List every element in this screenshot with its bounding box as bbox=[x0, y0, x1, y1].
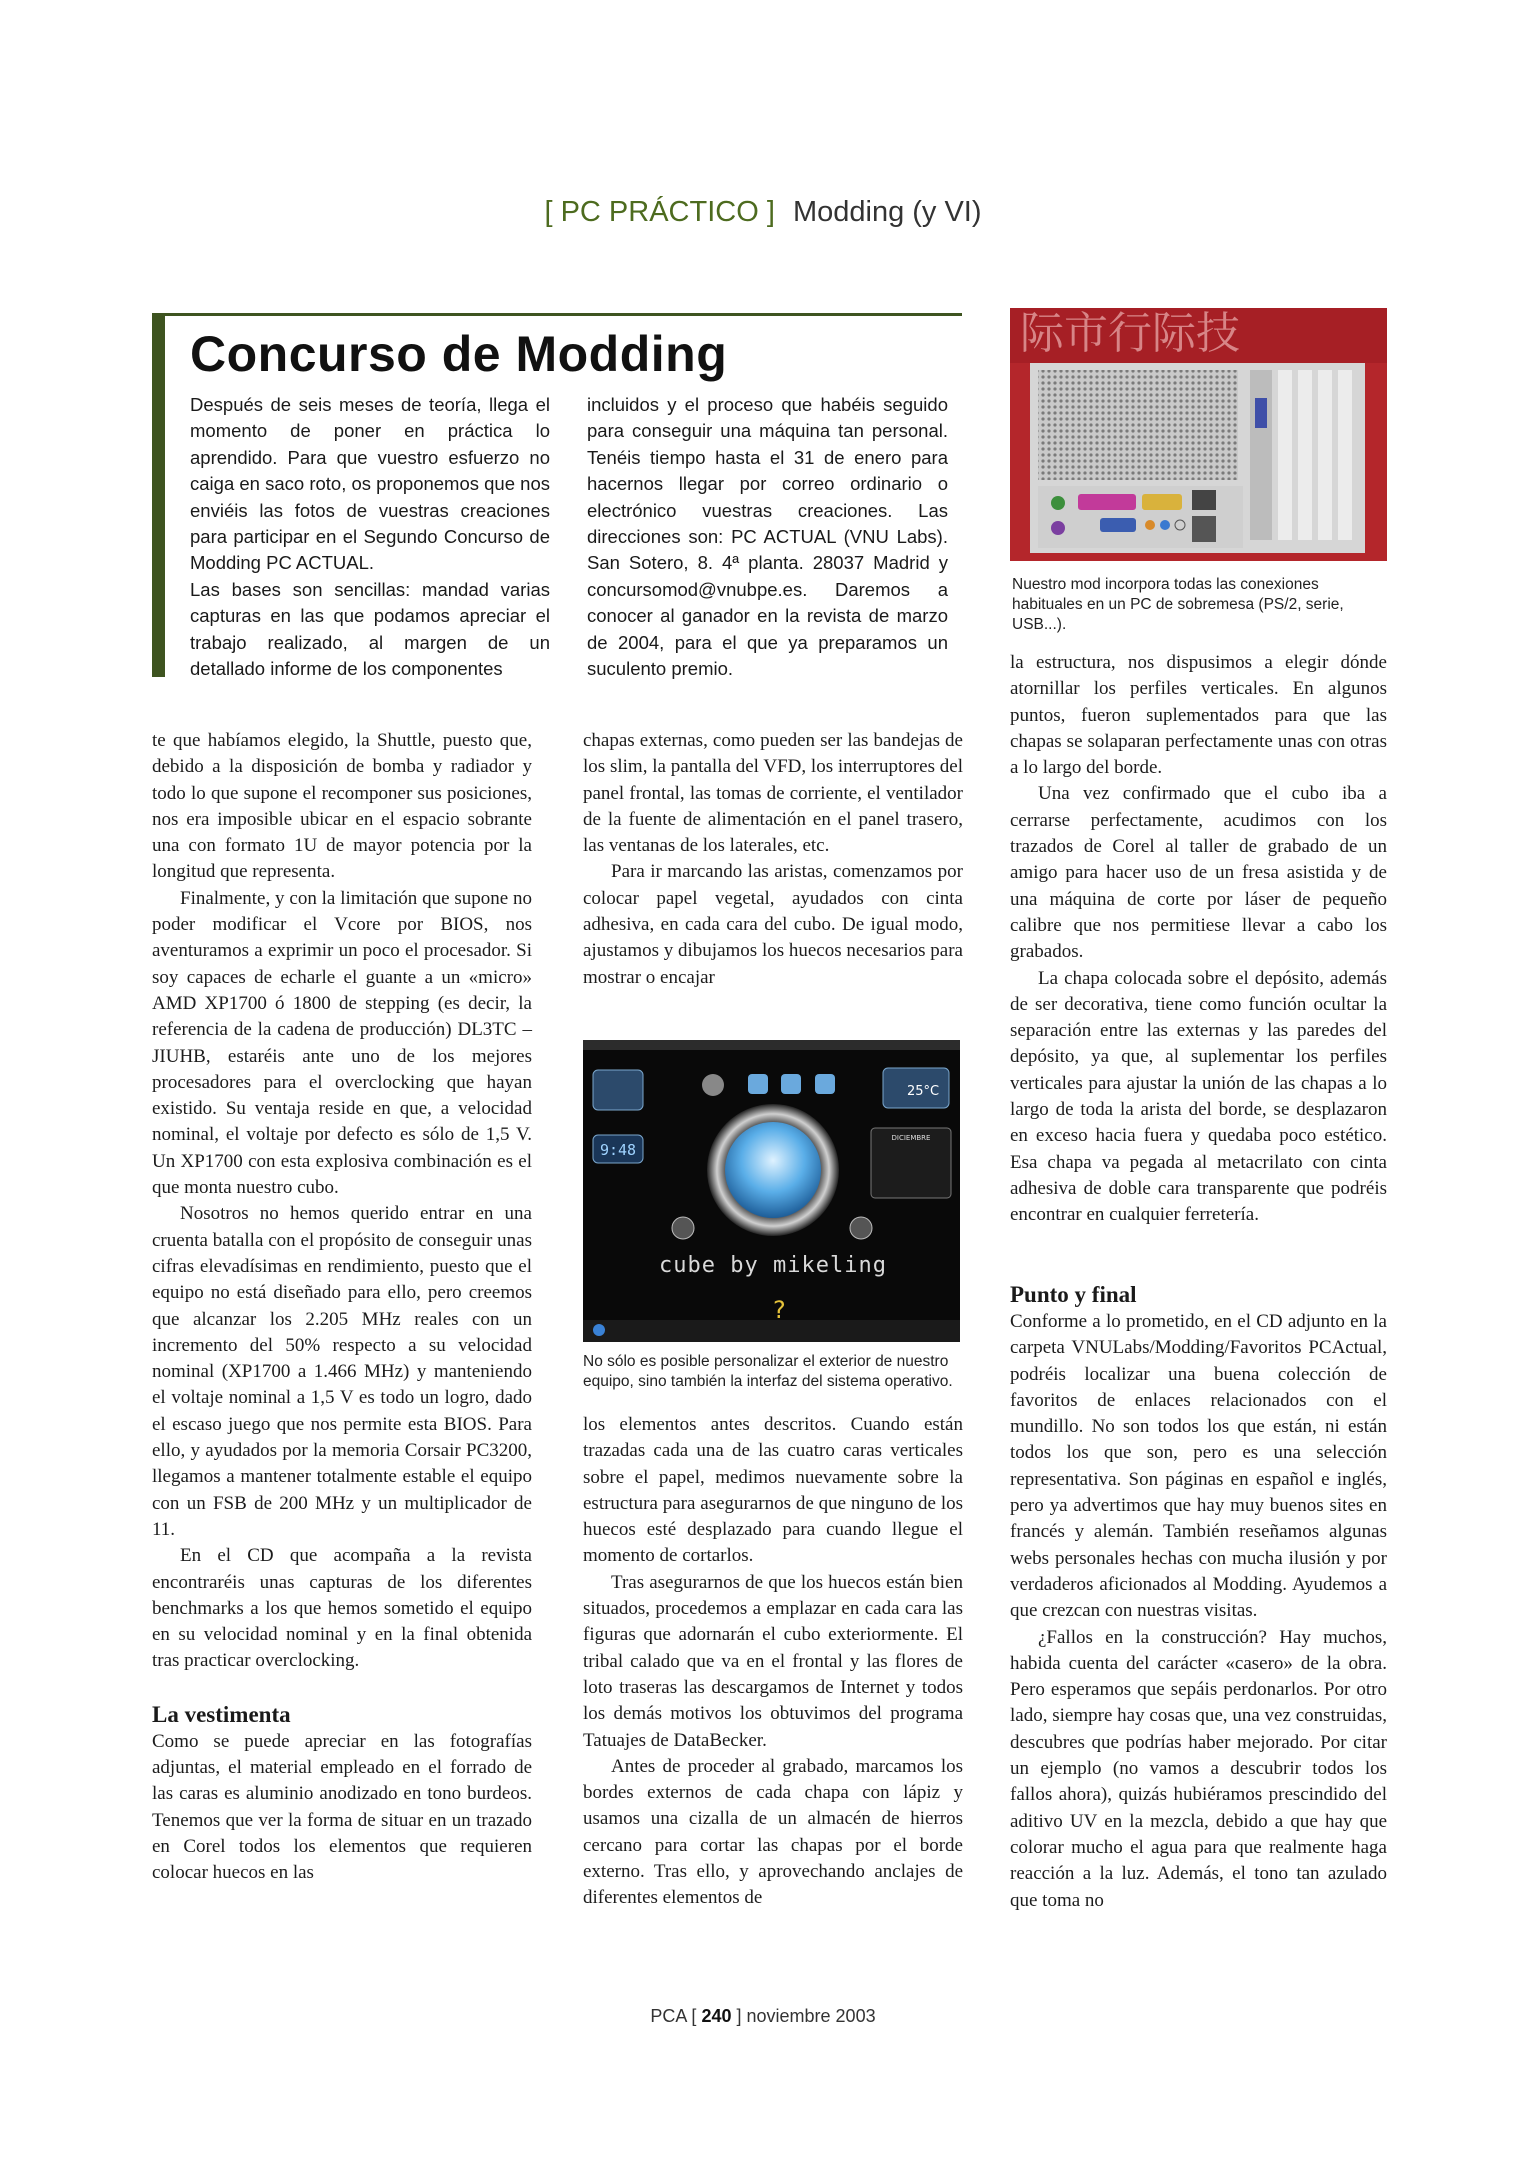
back-panel-caption: Nuestro mod incorpora todas las conexiones habituales en un PC de sobremesa (PS/2, serie, USB...). bbox=[1012, 576, 1344, 633]
box-paragraph: Las bases son sencillas: mandad varias capturas en las que podamos apreciar el trabajo realizado, al margen de un detallado informe de los componentes bbox=[190, 578, 550, 680]
body-paragraph: Antes de proceder al grabado, marcamos los bordes externos de cada chapa con lápiz y usamos una cizalla de un almacén de hierros cercano para cortar las chapas por el borde externo. Tras ello, y aprovechando anclajes de diferentes elementos de bbox=[583, 1755, 963, 1909]
box-title: Concurso de Modding bbox=[190, 326, 728, 382]
desktop-logo-text: cube by mikeling bbox=[659, 1253, 887, 1278]
page-number: 240 bbox=[701, 2006, 732, 2026]
section-heading: Punto y final bbox=[1010, 1282, 1137, 1307]
footer-date: ] noviembre 2003 bbox=[736, 2006, 876, 2026]
body-column-3-top bbox=[1010, 650, 1387, 1229]
body-paragraph: En el CD que acompaña a la revista encontraréis unas capturas de los diferentes benchmarks a los que hemos sometido el equipo en su velocidad nominal y en la final obtenida tras practicar overclocking. bbox=[152, 1545, 532, 1672]
page-footer bbox=[0, 2006, 1526, 2027]
body-paragraph: Nosotros no hemos querido entrar en una cruenta batalla con el propósito de conseguir unas cifras elevadísimas en rendimiento, puesto que el equipo no está diseñado para ello, pero creemos que alcanzar los 2.205 MHz reales con un incremento del 50% respecto a su velocidad nominal (XP1700 a 1.466 MHz) y manteniendo el voltaje nominal a 1,5 V es todo un logro, dado el escaso juego que nos permite esta BIOS. Para ello, y ayudados por la memoria Corsair PC3200, llegamos a mantener totalmente estable el equipo con un FSB de 200 MHz y un multiplicador de 11. bbox=[152, 1203, 532, 1540]
desktop-temp: 25°C bbox=[906, 1084, 940, 1099]
body-paragraph: te que habíamos elegido, la Shuttle, puesto que, debido a la disposición de bomba y radiador y todo lo que supone el recomponer sus posiciones, nos era imposible ubicar en el espacio sobrante una con formato 1U de mayor potencia por la longitud que representa. bbox=[152, 730, 532, 883]
body-paragraph: La chapa colocada sobre el depósito, además de ser decorativa, tiene como función ocultar la separación entre las externas y las paredes del depósito, ya que, al suplementar los perfiles verticales para ajustar la unión de las chapas a lo largo de toda la arista del borde, se desplazaron en exceso hacia fuera y quedaba poco estético. Esa chapa va pegada al metacrilato con cinta adhesiva de doble cara transparente que podréis encontrar en cualquier ferretería. bbox=[1010, 967, 1387, 1226]
section-label: [ PC PRÁCTICO ] bbox=[544, 196, 775, 228]
desktop-illustration bbox=[583, 1040, 960, 1342]
desktop-caption: No sólo es posible personalizar el exterior de nuestro equipo, sino también la interfaz del sistema operativo. bbox=[583, 1353, 953, 1390]
body-column-2-bottom bbox=[583, 1412, 963, 1912]
box-paragraph: Después de seis meses de teoría, llega el momento de poner en práctica lo aprendido. Para que vuestro esfuerzo no caiga en saco roto, os proponemos que nos enviéis las fotos de vuestras creaciones para participar en el Segundo Concurso de Modding PC ACTUAL. bbox=[190, 394, 550, 574]
box-side-bar bbox=[152, 313, 165, 677]
body-column-2-top bbox=[583, 728, 963, 991]
body-column-1 bbox=[152, 728, 532, 1886]
body-paragraph: Una vez confirmado que el cubo iba a cerrarse perfectamente, acudimos con los trazados de Corel al taller de grabado de un amigo para hacer uso de un fresa asistida y de una máquina de corte por láser de pequeño calibre que nos permitiese llevar a cabo los grabados. bbox=[1010, 783, 1387, 963]
body-paragraph: Para ir marcando las aristas, comenzamos por colocar papel vegetal, ayudados con cinta adhesiva, en cada cara del cubo. De igual modo, ajustamos y dibujamos los huecos necesarios para mostrar o encajar bbox=[583, 861, 963, 988]
body-paragraph: la estructura, nos dispusimos a elegir dónde atornillar los perfiles verticales. En algunos puntos, fueron suplementados para que las chapas se solaparan perfectamente unas con otras a lo largo del borde. bbox=[1010, 652, 1387, 779]
body-paragraph: los elementos antes descritos. Cuando están trazadas cada una de las cuatro caras verticales sobre el papel, medimos nuevamente sobre la estructura para asegurarnos de que ninguno de los huecos esté desplazado para cuando llegue el momento de cortarlos. bbox=[583, 1414, 963, 1567]
footer-publication: PCA [ bbox=[650, 2006, 697, 2026]
body-paragraph: Finalmente, y con la limitación que supone no poder modificar el Vcore por BIOS, nos aventuramos a exprimir un poco el procesador. Si soy capaces de echarle el guante a un «micro» AMD XP1700 ó 1800 de stepping (es decir, la referencia de la cadena de producción) DL3TC – JIUHB, estaréis ante uno de los mejores procesadores para el overclocking que hayan existido. Su ventaja reside en que, a velocidad nominal, el voltaje por defecto es sólo de 1,5 V. Un XP1700 con esta explosiva combinación es el que monta nuestro cubo. bbox=[152, 887, 532, 1199]
desktop-screenshot bbox=[583, 1040, 960, 1342]
back-panel-photo bbox=[1010, 308, 1387, 561]
body-paragraph: chapas externas, como pueden ser las bandejas de los slim, la pantalla del VFD, los interruptores del panel frontal, las tomas de corriente, el ventilador de la fuente de alimentación en el panel trasero, las ventanas de los laterales, etc. bbox=[583, 730, 963, 857]
section-heading: La vestimenta bbox=[152, 1701, 291, 1727]
section-topic: Modding (y VI) bbox=[792, 196, 982, 228]
body-paragraph: Como se puede apreciar en las fotografías adjuntas, el material empleado en el forrado de las caras es aluminio anodizado en tono burdeos. Tenemos que ver la forma de situar en un trazado en Corel todos los elementos que requieren colocar huecos en las bbox=[152, 1730, 532, 1884]
page-header bbox=[0, 196, 1526, 229]
box-paragraph: incluidos y el proceso que habéis seguido para conseguir una máquina tan personal. Tenéis tiempo hasta el 31 de enero para hacernos llegar por correo ordinario o electrónico vuestras creaciones. Las direcciones son: PC ACTUAL (VNU Labs). San Sotero, 8. 4ª planta. 28037 Madrid y concursomod@vnubpe.es. Daremos a conocer al ganador en la revista de marzo de 2004, para el que ya preparamos un suculento premio. bbox=[587, 394, 948, 680]
body-paragraph: Conforme a lo prometido, en el CD adjunto en la carpeta VNULabs/Modding/Favoritos PCActual, podréis localizar una buena colección de favoritos de enlaces relacionados con el mundillo. No son todos los que están, ni están todos los que son, pero es una selección representativa. Son páginas en español e inglés, pero ya advertimos que hay muy buenos sites en francés y alemán. También reseñamos algunas webs personales hechas con mucha ilusión y por verdaderos aficionados al Modding. Ayudemos a que crezcan con nuestras visitas. bbox=[1010, 1311, 1387, 1622]
body-paragraph: ¿Fallos en la construcción? Hay muchos, habida cuenta del carácter «casero» de la obra. Pero esperamos que sepáis perdonarlos. Por otro lado, siempre hay cosas que, una vez construidas, descubres que podrías haber mejorado. Por citar un ejemplo (no vamos a descubrir todos los fallos ahora), quizás hubiéramos prescindido del aditivo UV en la mezcla, debido a que hay que colorar mucho el agua para que realmente haga reacción a la luz. Además, el tono tan azulado que toma no bbox=[1010, 1626, 1387, 1911]
contest-box-column-2 bbox=[587, 392, 948, 682]
body-paragraph: Tras asegurarnos de que los huecos están bien situados, procedemos a emplazar en cada cara las figuras que adornarán el cubo exteriormente. El tribal calado que va en el frontal y las flores de loto traseras las descargamos de Internet y todos los demás motivos los obtuvimos del programa Tatuajes de DataBecker. bbox=[583, 1571, 963, 1751]
svg-text:际市行际技: 际市行际技 bbox=[1020, 308, 1240, 359]
back-panel-illustration bbox=[1010, 308, 1387, 561]
contest-box-column-1 bbox=[190, 392, 550, 682]
desktop-clock: 9:48 bbox=[599, 1141, 637, 1159]
svg-text:?: ? bbox=[773, 1296, 786, 1324]
desktop-calendar-title: DICIEMBRE bbox=[891, 1134, 931, 1142]
body-column-3-bottom bbox=[1010, 1281, 1387, 1914]
box-top-rule bbox=[152, 313, 962, 316]
